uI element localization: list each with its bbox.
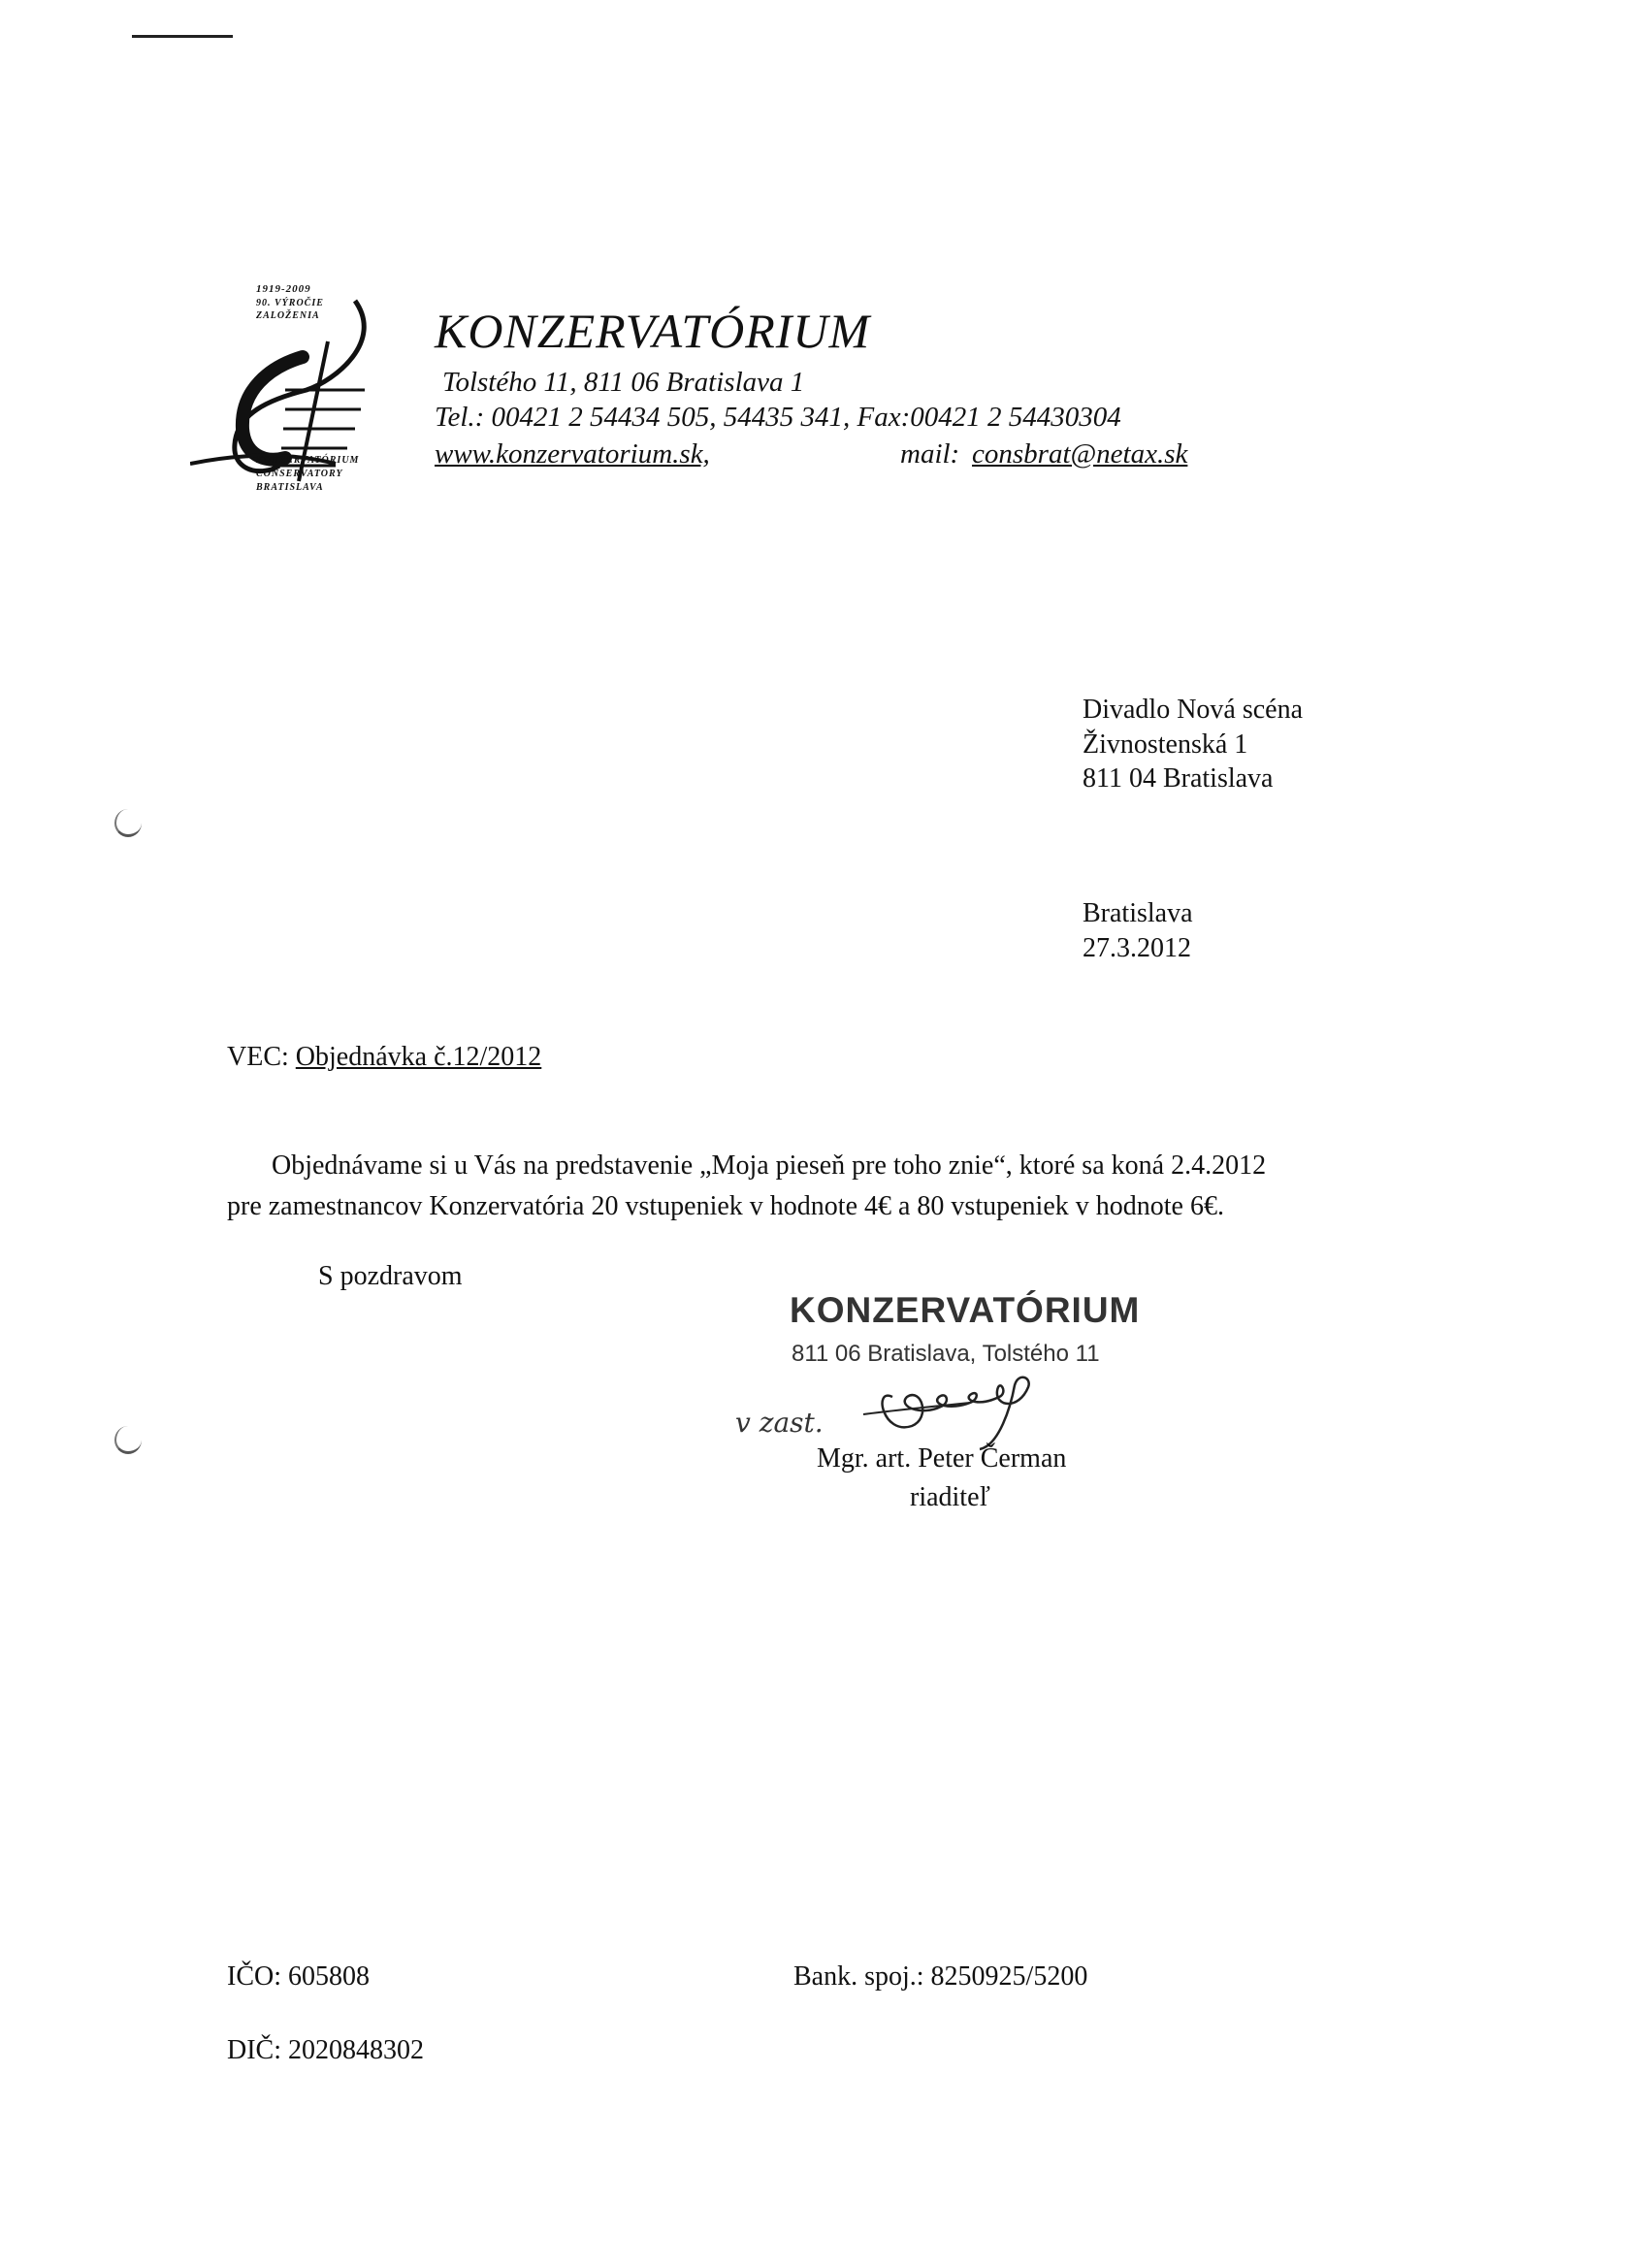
recipient-line3: 811 04 Bratislava — [1083, 763, 1274, 794]
recipient-line2: Živnostenská 1 — [1083, 729, 1248, 760]
body-line2: pre zamestnancov Konzervatória 20 vstupeniek v hodnote 4€ a 80 vstupeniek v hodnote 6€. — [227, 1191, 1224, 1221]
conservatory-logo — [190, 274, 384, 502]
footer-ico: IČO: 605808 — [227, 1961, 370, 1992]
letterhead-address: Tolstého 11, 811 06 Bratislava 1 — [442, 367, 805, 398]
logo-caption-line3: BRATISLAVA — [256, 482, 324, 493]
punch-hole-bottom — [114, 1426, 142, 1454]
footer-dic: DIČ: 2020848302 — [227, 2035, 424, 2065]
letter-place: Bratislava — [1083, 898, 1193, 928]
closing-greeting: S pozdravom — [318, 1261, 463, 1291]
letterhead-mail-label: mail: — [900, 438, 960, 470]
body-line1: Objednávame si u Vás na predstavenie „Moja pieseň pre toho znie“, ktoré sa koná 2.4.2012 — [272, 1150, 1267, 1181]
subject-value: Objednávka č.12/2012 — [295, 1042, 542, 1072]
signatory-name: Mgr. art. Peter Čerman — [817, 1443, 1067, 1474]
subject-label: VEC: — [227, 1042, 296, 1072]
logo-anniversary-line1: 90. VÝROČIE — [256, 298, 324, 308]
letterhead-email-link[interactable]: consbrat@netax.sk — [972, 438, 1188, 470]
logo-anniversary-line2: ZALOŽENIA — [256, 310, 320, 321]
stamp-address: 811 06 Bratislava, Tolstého 11 — [792, 1341, 1100, 1367]
letterhead-phone: Tel.: 00421 2 54434 505, 54435 341, Fax:00421 2 54430304 — [435, 402, 1121, 433]
letterhead-website-link[interactable]: www.konzervatorium.sk, — [435, 438, 710, 470]
signatory-title: riaditeľ — [910, 1482, 990, 1512]
letterhead-name: KONZERVATÓRIUM — [435, 304, 871, 358]
signature-on-behalf-note: v zast. — [735, 1407, 824, 1439]
logo-years: 1919-2009 — [256, 283, 311, 295]
logo-caption-line2: CONSERVATORY — [256, 469, 343, 479]
punch-hole-top — [114, 809, 142, 837]
recipient-line1: Divadlo Nová scéna — [1083, 695, 1304, 725]
scan-artifact-line — [132, 35, 233, 38]
subject-line — [227, 1040, 541, 1075]
footer-bank: Bank. spoj.: 8250925/5200 — [793, 1961, 1088, 1992]
stamp-name: KONZERVATÓRIUM — [790, 1290, 1141, 1330]
letter-date: 27.3.2012 — [1083, 933, 1191, 963]
logo-caption-line1: KONZERVATÓRIUM — [256, 455, 360, 466]
